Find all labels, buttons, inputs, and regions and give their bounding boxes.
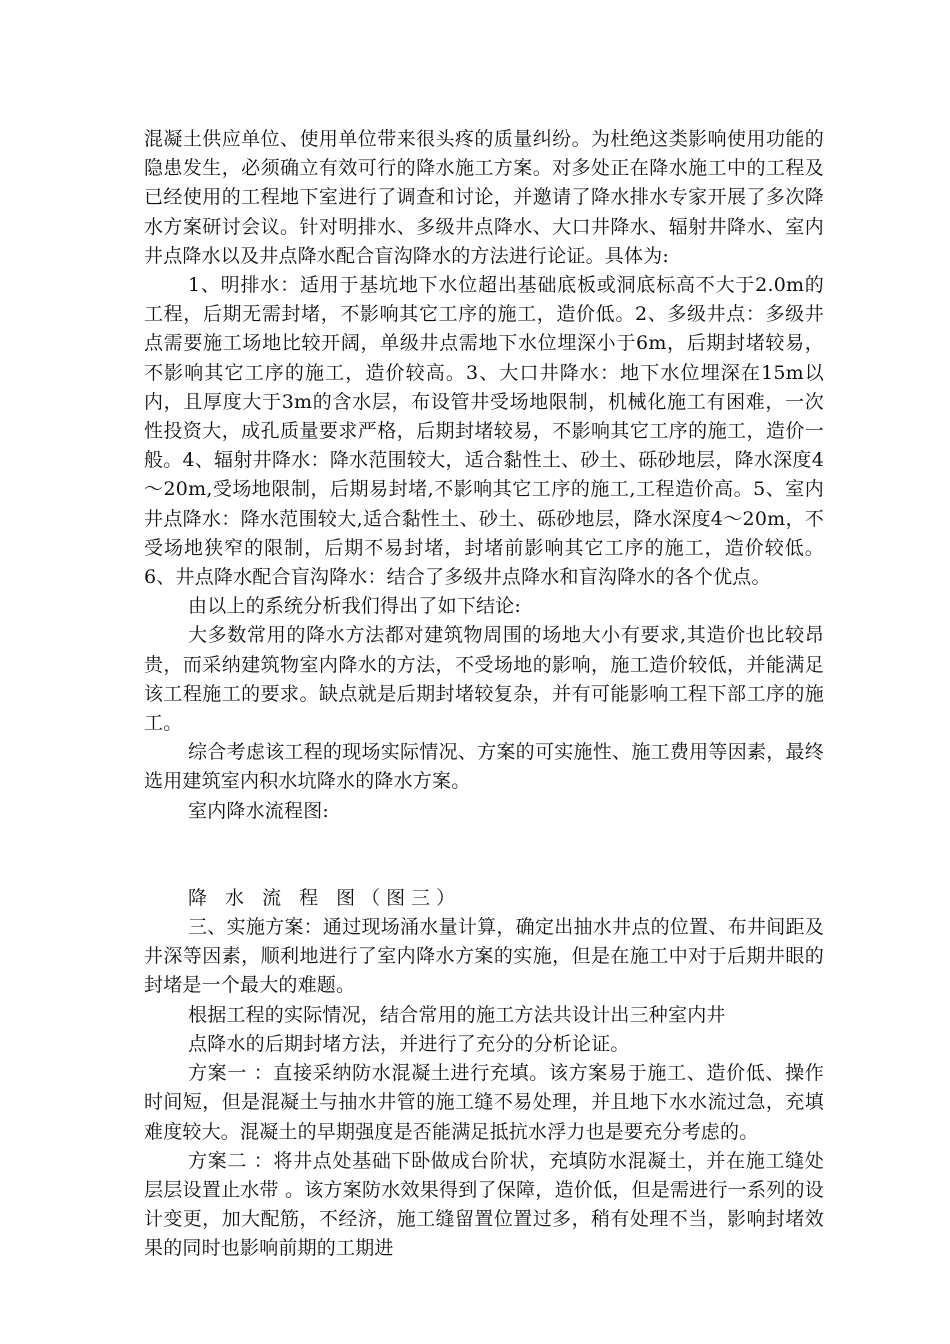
paragraph-methods-list: 1、明排水：适用于基坑地下水位超出基础底板或洞底标高不大于2.0m的工程，后期无需封堵，不影响其它工序的施工，造价低。2、多级井点：多级井点需要施工场地比较开阔，单级井点需地下水位埋深小于6m，后期封堵较易，不影响其它工序的施工，造价较高。3、大口井降水：地下水位埋深在15m以内，且厚度大于3m的含水层，布设管井受场地限制，机械化施工有困难，一次性投资大，成孔质量要求严格，后期封堵较易，不影响其它工序的施工，造价一般。4、辐射井降水：降水范围较大，适合黏性土、砂土、砾砂地层，降水深度4～20m,受场地限制，后期易封堵,不影响其它工序的施工,工程造价高。5、室内井点降水：降水范围较大,适合黏性土、砂土、砾砂地层，降水深度4～20m，不受场地狭窄的限制，后期不易封堵，封堵前影响其它工序的施工，造价较低。6、井点降水配合盲沟降水：结合了多级井点降水和盲沟降水的各个优点。 xyxy=(144,274,824,589)
paragraph-selection: 综合考虑该工程的现场实际情况、方案的可实施性、施工费用等因素，最终选用建筑室内积水坑降水的降水方案。 xyxy=(144,741,824,793)
paragraph-three-methods: 根据工程的实际情况，结合常用的施工方法共设计出三种室内井 xyxy=(188,1003,726,1026)
paragraph-conclusion: 大多数常用的降水方法都对建筑物周围的场地大小有要求,其造价也比较昂贵，而采纳建筑物室内降水的方法，不受场地的影响，施工造价较低，并能满足该工程施工的要求。缺点就是后期封堵较复杂，并有可能影响工程下部工序的施工。 xyxy=(144,624,824,735)
paragraph-analysis: 点降水的后期封堵方法，并进行了充分的分析论证。 xyxy=(188,1032,630,1055)
paragraph-intro: 混凝土供应单位、使用单位带来很头疼的质量纠纷。为杜绝这类影响使用功能的隐患发生，必须确立有效可行的降水施工方案。对多处正在降水施工中的工程及已经使用的工程地下室进行了调查和讨论，并邀请了降水排水专家开展了多次降水方案研讨会议。针对明排水、多级井点降水、大口井降水、辐射井降水、室内井点降水以及井点降水配合盲沟降水的方法进行论证。具体为: xyxy=(144,128,824,267)
paragraph-conclusion-lead: 由以上的系统分析我们得出了如下结论: xyxy=(188,595,522,618)
paragraph-plan-two: 方案二 ：将井点处基础下卧做成台阶状，充填防水混凝土，并在施工缝处层层设置止水带 。该方案防水效果得到了保障，造价低，但是需进行一系列的设计变更，加大配筋，不经济，施工缝留置位置过多，稍有处理不当，影响封堵效果的同时也影响前期的工期进 xyxy=(144,1149,824,1260)
paragraph-plan-one: 方案一 ：直接采纳防水混凝土进行充填。该方案易于施工、造价低、操作时间短，但是混凝土与抽水井管的施工缝不易处理，并且地下水水流过急，充填难度较大。混凝土的早期强度是否能满足抵抗水浮力也是要充分考虑的。 xyxy=(144,1062,824,1143)
paragraph-implementation: 三、实施方案：通过现场涌水量计算，确定出抽水井点的位置、布井间距及井深等因素，顺利地进行了室内降水方案的实施，但是在施工中对于后期井眼的封堵是一个最大的难题。 xyxy=(144,916,824,997)
figure-caption: 降 水 流 程 图（图三） xyxy=(188,886,462,909)
figure-space xyxy=(144,826,824,884)
document-body xyxy=(144,125,824,1264)
paragraph-flowchart-label: 室内降水流程图: xyxy=(188,799,330,822)
